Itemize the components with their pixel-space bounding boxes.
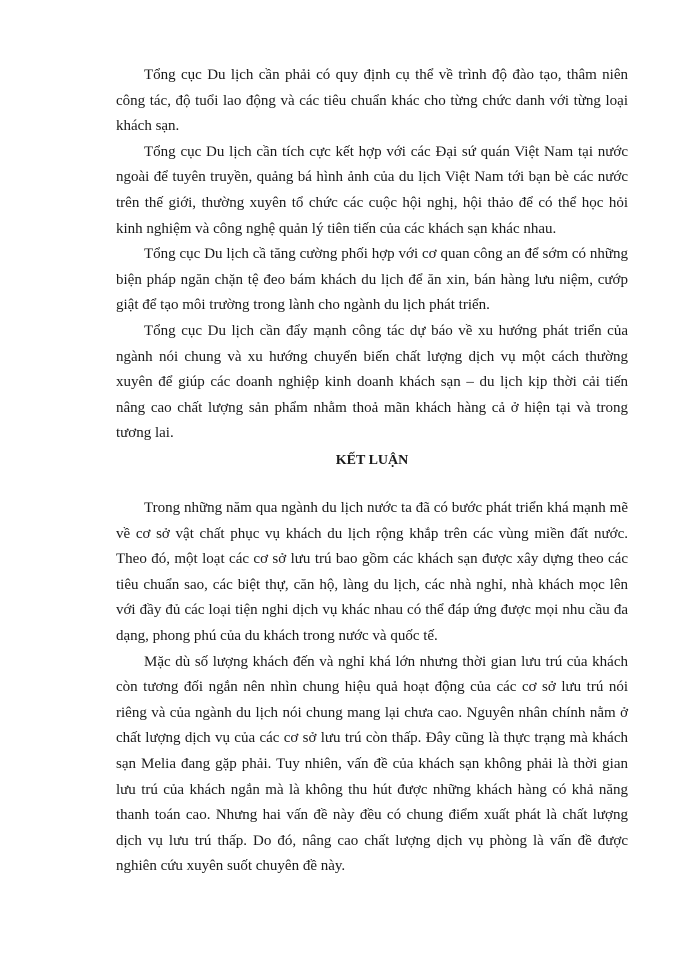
conclusion-paragraph: Mặc dù số lượng khách đến và nghỉ khá lớn nhưng thời gian lưu trú của khách còn tương đối ngắn nên nhìn chung hiệu quả hoạt động của các cơ sở lưu trú nói riêng và của ngành du lịch nói chung mang lại chưa cao. Nguyên nhân chính nằm ở chất lượng dịch vụ của các cơ sở lưu trú còn thấp. Đây cũng là thực trạng mà khách sạn Melia đang gặp phải. Tuy nhiên, vấn đề của khách sạn không phải là thời gian lưu trú của khách ngắn mà là không thu hút được những khách hàng có khả năng thanh toán cao. Nhưng hai vấn đề này đều có chung điểm xuất phát là chất lượng dịch vụ lưu trú thấp. Do đó, nâng cao chất lượng dịch vụ phòng là vấn đề được nghiên cứu xuyên suốt chuyên đề này. <box>116 653 628 875</box>
conclusion-heading: KẾT LUẬN <box>335 453 409 468</box>
recommendation-paragraph: Tổng cục Du lịch cần đẩy mạnh công tác dự báo về xu hướng phát triển của ngành nói chung và xu hướng chuyển biến chất lượng dịch vụ một cách thường xuyên để giúp các doanh nghiệp kinh doanh khách sạn – du lịch kịp thời cải tiến nâng cao chất lượng sản phẩm nhằm thoả mãn khách hàng cả ở hiện tại và trong tương lai. <box>116 322 628 442</box>
conclusion-section <box>116 496 628 880</box>
recommendation-paragraph: Tổng cục Du lịch cầ tăng cường phối hợp với cơ quan công an để sớm có những biện pháp ngăn chặn tệ đeo bám khách du lịch để ăn xin, bán hàng lưu niệm, cướp giật để tạo môi trường trong lành cho ngành du lịch phát triển. <box>116 246 628 314</box>
recommendation-paragraph: Tổng cục Du lịch cần phải có quy định cụ thể về trình độ đào tạo, thâm niên công tác, độ tuổi lao động và các tiêu chuẩn khác cho từng chức danh với từng loại khách sạn. <box>116 67 628 135</box>
recommendation-paragraph: Tổng cục Du lịch cần tích cực kết hợp với các Đại sứ quán Việt Nam tại nước ngoài để tuyên truyền, quảng bá hình ảnh của du lịch Việt Nam tới bạn bè các nước trên thế giới, thường xuyên tổ chức các cuộc hội nghị, hội thảo để có thể học hỏi kinh nghiệm và công nghệ quản lý tiên tiến của các khách sạn khác nhau. <box>116 143 628 237</box>
conclusion-paragraph: Trong những năm qua ngành du lịch nước ta đã có bước phát triển khá mạnh mẽ về cơ sở vật chất phục vụ khách du lịch rộng khắp trên các vùng miền đất nước. Theo đó, một loạt các cơ sở lưu trú bao gồm các khách sạn được xây dựng theo các tiêu chuẩn sao, các biệt thự, căn hộ, làng du lịch, các nhà nghỉ, nhà khách mọc lên với đầy đủ các loại tiện nghi dịch vụ khác nhau có thể đáp ứng được mọi nhu cầu đa dạng, phong phú của du khách trong nước và quốc tế. <box>116 500 628 644</box>
recommendations-section <box>116 63 628 447</box>
